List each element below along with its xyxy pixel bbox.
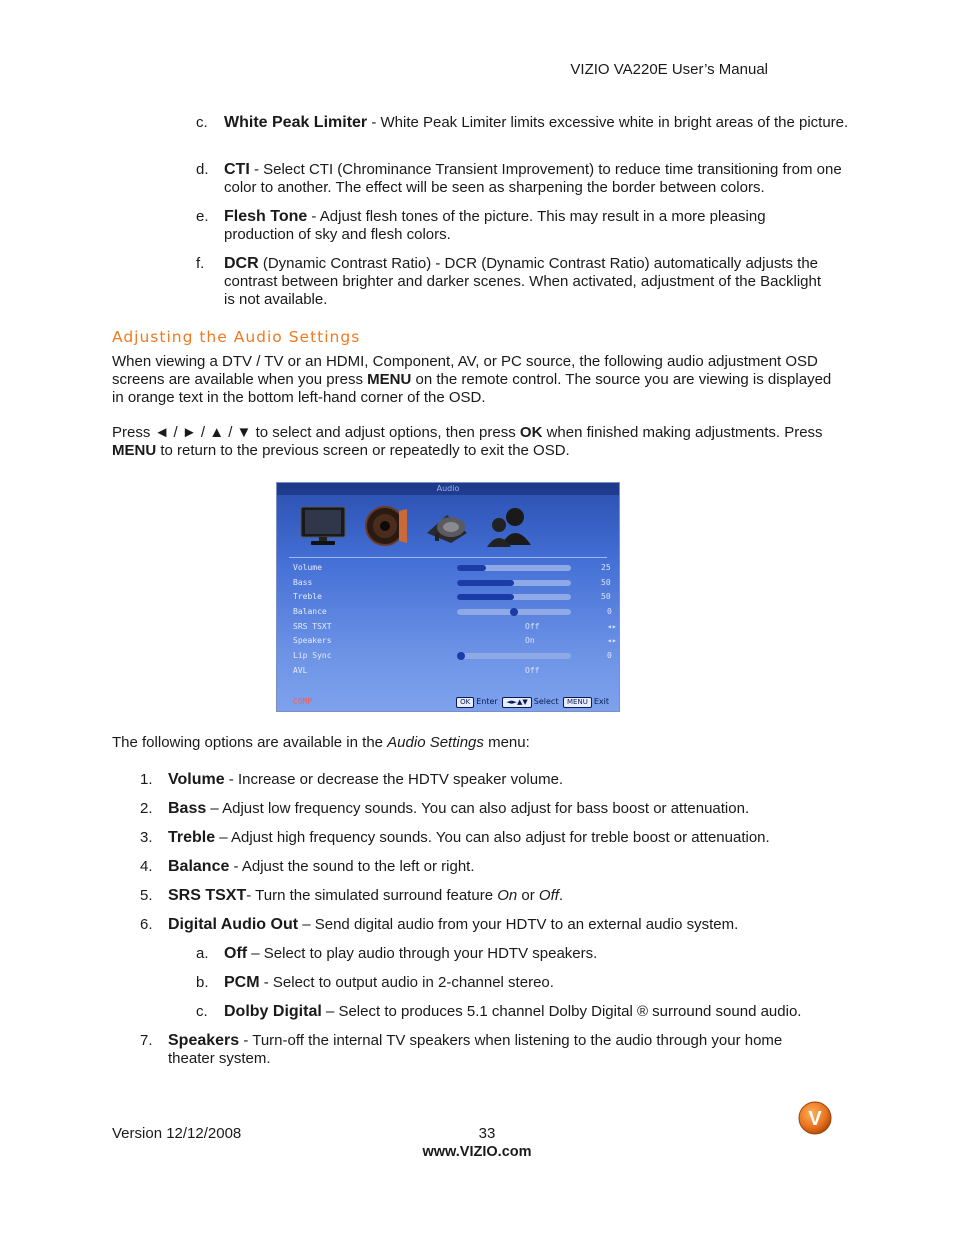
osd-row-treble[interactable] <box>293 590 611 604</box>
osd-row-value: Off <box>525 622 540 631</box>
list-item <box>196 945 864 963</box>
osd-row-speakers[interactable] <box>293 634 617 648</box>
logo-letter: V <box>808 1108 822 1130</box>
menu-key: MENU <box>563 697 592 708</box>
item-text: - Adjust flesh tones of the picture. This may result in a more pleasing production of sky and flesh colors. <box>224 208 766 243</box>
item-term: Speakers <box>168 1032 240 1049</box>
osd-row-label: Speakers <box>293 636 332 645</box>
item-text: - Select to output audio in 2-channel stereo. <box>259 974 554 991</box>
osd-row-value: 0 <box>607 607 612 616</box>
item-text: – Adjust low frequency sounds. You can also adjust for bass boost or attenuation. <box>206 800 750 817</box>
page-number: 33 <box>478 1125 496 1142</box>
item-term: Off <box>224 945 248 962</box>
item-text: - Increase or decrease the HDTV speaker volume. <box>224 771 564 788</box>
list-item <box>140 800 848 818</box>
tv-icon <box>297 503 349 549</box>
item-term: Digital Audio Out <box>168 916 299 933</box>
osd-row-volume[interactable] <box>293 561 611 575</box>
left-right-arrow-icon: ◂▸ <box>607 622 617 631</box>
list-marker: 2. <box>140 800 153 817</box>
item-text: – Adjust high frequency sounds. You can also adjust for treble boost or attenuation. <box>215 829 770 846</box>
list-marker: 4. <box>140 858 153 875</box>
list-item <box>196 114 864 132</box>
osd-row-value: On <box>525 636 535 645</box>
list-marker: e. <box>196 208 209 225</box>
menu-key-label: Exit <box>593 697 609 706</box>
options-intro: The following options are available in the Audio Settings menu: <box>112 734 530 751</box>
lip-sync-slider[interactable] <box>457 653 571 659</box>
nav-key-label: Select <box>533 697 559 706</box>
section-title: Adjusting the Audio Settings <box>112 328 361 346</box>
list-item <box>196 255 824 309</box>
osd-row-label: Bass <box>293 578 313 587</box>
osd-row-avl[interactable] <box>293 664 607 678</box>
osd-row-value: 0 <box>607 651 612 660</box>
list-marker: a. <box>196 945 209 962</box>
treble-slider[interactable] <box>457 594 571 600</box>
osd-row-balance[interactable] <box>293 605 612 619</box>
item-term: White Peak Limiter <box>224 114 368 131</box>
list-marker: c. <box>196 1003 208 1020</box>
lip-sync-knob[interactable] <box>457 652 465 660</box>
osd-row-lip-sync[interactable] <box>293 649 612 663</box>
volume-fill <box>457 565 486 571</box>
item-text: – Select to play audio through your HDTV speakers. <box>247 945 598 962</box>
osd-title: Audio <box>277 483 619 495</box>
osd-row-label: Balance <box>293 607 327 616</box>
item-text: – Select to produces 5.1 channel Dolby Digital ® surround sound audio. <box>321 1003 802 1020</box>
item-term: Dolby Digital <box>224 1003 322 1020</box>
bass-fill <box>457 580 514 586</box>
item-term: Treble <box>168 829 216 846</box>
list-item <box>140 1032 828 1068</box>
left-right-arrow-icon: ◂▸ <box>607 636 617 645</box>
list-item <box>140 829 848 847</box>
list-item <box>140 858 808 876</box>
ok-key-label: Enter <box>476 697 498 706</box>
osd-key-legend <box>454 695 609 709</box>
ok-key: OK <box>456 697 474 708</box>
item-text: - White Peak Limiter limits excessive white in bright areas of the picture. <box>367 114 849 131</box>
list-item <box>196 161 844 197</box>
item-text: - Select CTI (Chrominance Transient Improvement) to reduce time transitioning from one color to another. The effect will be seen as sharpening the border between colors. <box>224 161 842 196</box>
footer-version: Version 12/12/2008 <box>112 1125 242 1142</box>
osd-bottom-bar <box>293 695 609 709</box>
osd-row-value: Off <box>525 666 540 675</box>
balance-knob[interactable] <box>510 608 518 616</box>
osd-row-label: Volume <box>293 563 322 572</box>
satellite-dish-icon <box>421 503 473 549</box>
item-term: CTI <box>224 161 250 178</box>
osd-row-value: 50 <box>601 578 611 587</box>
footer-website: www.VIZIO.com <box>422 1144 532 1160</box>
audio-osd-screenshot <box>276 482 620 712</box>
list-marker: c. <box>196 114 208 131</box>
item-term: Bass <box>168 800 207 817</box>
nav-keys: ◄►▲▼ <box>502 697 532 708</box>
osd-row-label: AVL <box>293 666 308 675</box>
treble-fill <box>457 594 514 600</box>
osd-row-label: SRS TSXT <box>293 622 332 631</box>
osd-row-value: 50 <box>601 592 611 601</box>
list-item <box>196 974 864 992</box>
osd-row-label: Treble <box>293 592 322 601</box>
list-item <box>196 1003 864 1021</box>
osd-row-value: 25 <box>601 563 611 572</box>
osd-row-srs-tsxt[interactable] <box>293 620 617 634</box>
users-icon <box>483 503 535 549</box>
item-term: Volume <box>168 771 225 788</box>
list-marker: 3. <box>140 829 153 846</box>
list-item <box>196 208 824 244</box>
list-marker: 5. <box>140 887 153 904</box>
section-intro: When viewing a DTV / TV or an HDMI, Component, AV, or PC source, the following audio adjustment OSD screens are available when you press MENU on the remote control. The source you are viewing is displayed in orange text in the bottom left-hand corner of the OSD. <box>112 353 832 406</box>
list-marker: b. <box>196 974 209 991</box>
list-item: 5. SRS TSXT- Turn the simulated surround feature On or Off. <box>140 887 564 904</box>
list-item <box>140 916 808 934</box>
list-marker: 6. <box>140 916 153 933</box>
list-marker: 1. <box>140 771 153 788</box>
page-header: VIZIO VA220E User’s Manual <box>570 61 768 78</box>
speaker-icon <box>359 503 411 549</box>
item-text: - Turn-off the internal TV speakers when listening to the audio through your home theater system. <box>168 1032 783 1067</box>
item-term: PCM <box>224 974 260 991</box>
list-item <box>140 771 808 789</box>
vizio-logo-icon <box>798 1101 832 1135</box>
balance-slider[interactable] <box>457 609 571 615</box>
item-term: Flesh Tone <box>224 208 308 225</box>
osd-row-label: Lip Sync <box>293 651 332 660</box>
bass-slider[interactable] <box>457 580 571 586</box>
osd-divider <box>289 557 607 558</box>
item-term: Balance <box>168 858 230 875</box>
navigation-instructions: Press ◄ / ► / ▲ / ▼ to select and adjust options, then press OK when finished making adjustments. Press MENU to return to the previous screen or repeatedly to exit the OSD. <box>112 424 823 459</box>
list-marker: f. <box>196 255 205 272</box>
item-text: (Dynamic Contrast Ratio) - DCR (Dynamic Contrast Ratio) automatically adjusts the contrast between brighter and darker scenes. When activated, adjustment of the Backlight is not available. <box>224 255 821 308</box>
item-text: - Adjust the sound to the left or right. <box>229 858 475 875</box>
volume-slider[interactable] <box>457 565 571 571</box>
list-marker: 7. <box>140 1032 153 1049</box>
list-marker: d. <box>196 161 209 178</box>
osd-source-label: COMP <box>293 697 313 706</box>
item-text: – Send digital audio from your HDTV to an external audio system. <box>298 916 739 933</box>
osd-row-bass[interactable] <box>293 576 611 590</box>
item-term: SRS TSXT <box>168 887 247 904</box>
item-term: DCR <box>224 255 259 272</box>
